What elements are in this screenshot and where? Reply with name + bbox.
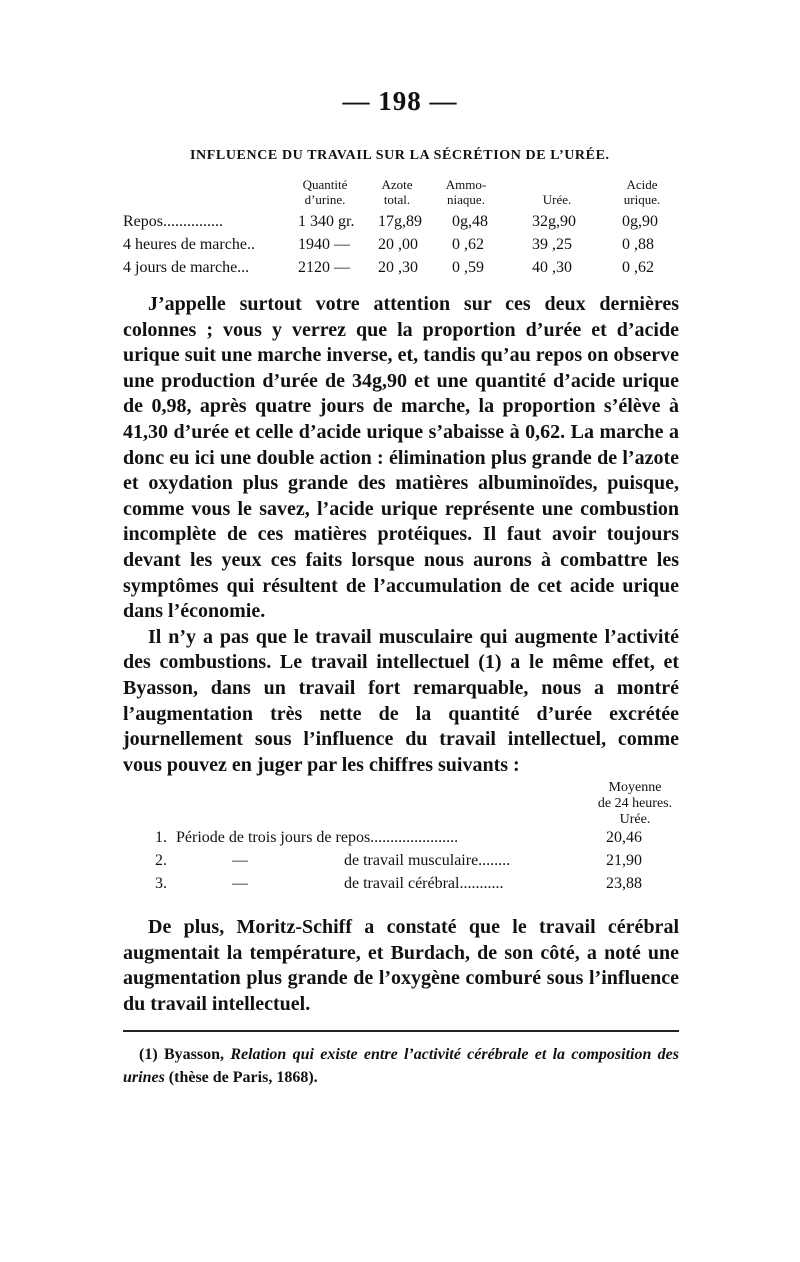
table-cell: 20 ,00 [378,236,418,253]
header-azote: Azote total. [381,177,413,207]
body-text [123,292,679,778]
table-cell: 40 ,30 [532,259,572,276]
row-label: 4 heures de marche.. [123,236,255,253]
row-text: de travail cérébral........... [344,875,504,892]
page-number: — 198 — [342,86,458,116]
table-cell: 17g,89 [378,213,422,230]
row-number: 3. [155,875,167,892]
table-cell: 0 ,62 [452,236,484,253]
row-label: Repos............... [123,213,223,230]
table-cell: 20 ,30 [378,259,418,276]
paragraph: J’appelle surtout votre attention sur ces deux dernières colonnes ; vous y verrez que la proportion d’urée et d’acide urique suit une marche inverse, et, tandis qu’au repos on observe une production d’urée de 34g,90 et une quantité d’acide urique de 0,98, après quatre jours de marche, la proportion s’élève à 41,30 d’urée et celle d’acide urique s’abaisse à 0,62. La marche a donc eu ici une double action : élimination plus grande de l’azote et oxydation plus grande des matières albuminoïdes, puisque, comme vous le savez, l’acide urique représente une combustion incomplète de ces matières protéiques. Il faut avoir toujours devant les yeux ces faits lorsque nous aurons à combattre les symptômes qui résultent de l’accumulation de cet acide urique dans l’économie. [123,293,679,623]
row-text: Période de trois jours de repos...................... [176,829,459,846]
header-uree: Urée. [542,192,572,207]
footnote-title: Relation qui existe entre l’activité cérébrale et la composition des urines [123,1046,680,1086]
row-number: 1. [155,829,167,846]
footnote-marker: (1) Byasson, [139,1046,224,1063]
row-label: 4 jours de marche... [123,259,250,276]
footnote [123,1043,679,1089]
header-line: de 24 heures. [597,796,673,811]
table-cell: 2120 — [298,259,350,276]
header-ammoniaque: Ammo-niaque. [445,177,487,207]
paragraph: De plus, Moritz-Schiff a constaté que le travail cérébral augmentait la température, et Burdach, de son côté, a noté une augmentation plus grande de l’oxygène comburé sous l’influence du travail intellectuel. [123,916,679,1015]
body-text-continued [123,915,679,1017]
header-line: Urée. [619,812,651,827]
table-cell: 0g,48 [452,213,488,230]
table-cell: 1940 — [298,236,350,253]
table-cell: 0g,90 [622,213,658,230]
table-title: INFLUENCE DU TRAVAIL SUR LA SÉCRÉTION DE L’URÉE. [190,148,610,163]
row-value: 23,88 [606,875,642,892]
header-quantite: Quantité d’urine. [302,177,348,207]
footnote-rest: (thèse de Paris, 1868). [168,1069,318,1086]
header-acide-urique: Acide urique. [623,177,661,207]
table-cell: 0 ,88 [622,236,654,253]
row-dash: — [232,852,248,869]
row-dash: — [232,875,248,892]
row-value: 21,90 [606,852,642,869]
table-cell: 0 ,59 [452,259,484,276]
header-line: Moyenne [608,780,662,795]
table-cell: 32g,90 [532,213,576,230]
table-cell: 1 340 gr. [298,213,355,230]
table-cell: 0 ,62 [622,259,654,276]
footnote-divider [123,1030,679,1032]
row-text: de travail musculaire........ [344,852,511,869]
table-cell: 39 ,25 [532,236,572,253]
paragraph: Il n’y a pas que le travail musculaire qui augmente l’activité des combustions. Le travail intellectuel (1) a le même effet, et Byasson, dans un travail fort remarquable, nous a montré l’augmentation très nette de la quantité d’urée excrétée journellement sous l’influence du travail intellectuel, comme vous pouvez en juger par les chiffres suivants : [123,625,679,776]
row-number: 2. [155,852,167,869]
row-value: 20,46 [606,829,642,846]
table2-header [580,780,690,828]
